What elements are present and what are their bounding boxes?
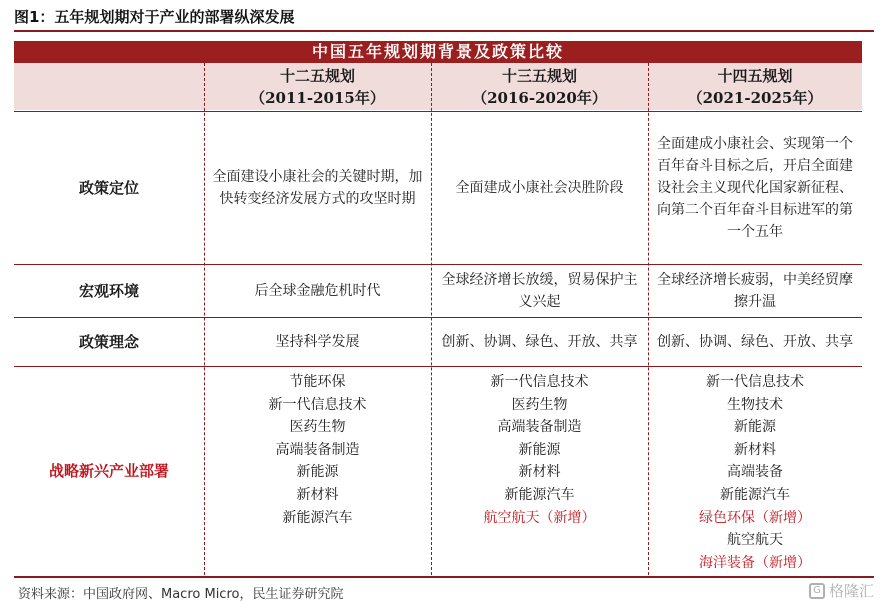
macro-12th: 后全球金融危机时代 [254, 283, 381, 299]
industry-item: 高端装备制造 [497, 419, 582, 436]
industry-item: 新能源汽车 [504, 486, 575, 503]
industry-item: 高端装备制造 [275, 441, 360, 458]
industry-item: 新材料 [296, 486, 339, 503]
row-divider [14, 264, 862, 265]
column-divider [204, 63, 205, 575]
industry-item: 绿色环保（新增） [699, 509, 811, 526]
industry-item: 高端装备 [727, 464, 783, 481]
industry-item: 新一代信息技术 [490, 374, 589, 390]
header-empty [14, 63, 204, 110]
philosophy-12th: 坚持科学发展 [275, 334, 360, 350]
industry-item: 医药生物 [289, 419, 346, 436]
watermark-logo-icon: G [809, 583, 825, 599]
industry-item: 新能源汽车 [282, 509, 353, 526]
macro-14th: 全球经济增长疲弱，中美经贸摩擦升温 [657, 272, 853, 310]
row-label-strategic: 战略新兴产业部署 [48, 461, 169, 480]
industry-item: 海洋装备（新增） [699, 554, 811, 571]
header-col-12th-name: 十二五规划 [279, 66, 355, 85]
header-col-13th-name: 十三五规划 [501, 66, 577, 85]
strategic-list-13th [431, 367, 648, 574]
industry-item: 新能源 [518, 441, 561, 458]
source-note: 资料来源：中国政府网、Macro Micro，民生证券研究院 [18, 587, 344, 602]
header-col-14th-years: （2021-2025年） [687, 88, 823, 107]
row-divider [14, 111, 862, 112]
top-rule [14, 30, 874, 32]
bottom-rule [14, 576, 874, 578]
table-title: 中国五年规划期背景及政策比较 [14, 41, 862, 63]
strategic-list-12th [204, 367, 431, 574]
column-divider [648, 63, 649, 575]
header-col-14th-name: 十四五规划 [717, 66, 793, 85]
macro-13th: 全球经济增长放缓，贸易保护主义兴起 [441, 272, 638, 310]
industry-item: 节能环保 [289, 374, 346, 390]
industry-item: 新能源汽车 [720, 486, 790, 503]
industry-item: 新能源 [296, 464, 339, 481]
column-divider [431, 63, 432, 575]
industry-item: 新一代信息技术 [268, 396, 367, 413]
watermark [809, 580, 874, 601]
header-col-13th-years: （2016-2020年） [472, 88, 607, 107]
industry-item: 医药生物 [511, 396, 568, 413]
industry-item: 新一代信息技术 [706, 374, 804, 390]
philosophy-13th: 创新、协调、绿色、开放、共享 [441, 334, 638, 350]
figure-title: 图1：五年规划期对于产业的部署纵深发展 [14, 8, 295, 26]
industry-item: 航空航天 [727, 532, 783, 549]
header-col-12th [204, 63, 431, 110]
philosophy-14th: 创新、协调、绿色、开放、共享 [657, 334, 853, 350]
header-col-13th [431, 63, 648, 110]
industry-item: 生物技术 [727, 396, 783, 413]
row-divider [14, 317, 862, 318]
row-label-philosophy: 政策理念 [78, 333, 139, 351]
positioning-14th: 全面建成小康社会、实现第一个百年奋斗目标之后，开启全面建设社会主义现代化国家新征程、向第二个百年奋斗目标进军的第一个五年 [657, 136, 853, 240]
strategic-list-14th [648, 367, 862, 574]
industry-item: 新能源 [734, 419, 776, 436]
positioning-13th: 全面建成小康社会决胜阶段 [455, 180, 624, 196]
industry-item: 新材料 [518, 464, 561, 481]
header-col-12th-years: （2011-2015年） [250, 88, 385, 107]
row-divider [14, 366, 862, 367]
industry-item: 新材料 [734, 441, 776, 458]
watermark-text: 格隆汇 [828, 582, 874, 600]
industry-item: 航空航天（新增） [483, 509, 596, 526]
row-label-positioning: 政策定位 [78, 179, 139, 197]
row-label-macro: 宏观环境 [78, 282, 139, 300]
header-col-14th [648, 63, 862, 110]
positioning-12th: 全面建设小康社会的关键时期，加快转变经济发展方式的攻坚时期 [212, 169, 423, 207]
